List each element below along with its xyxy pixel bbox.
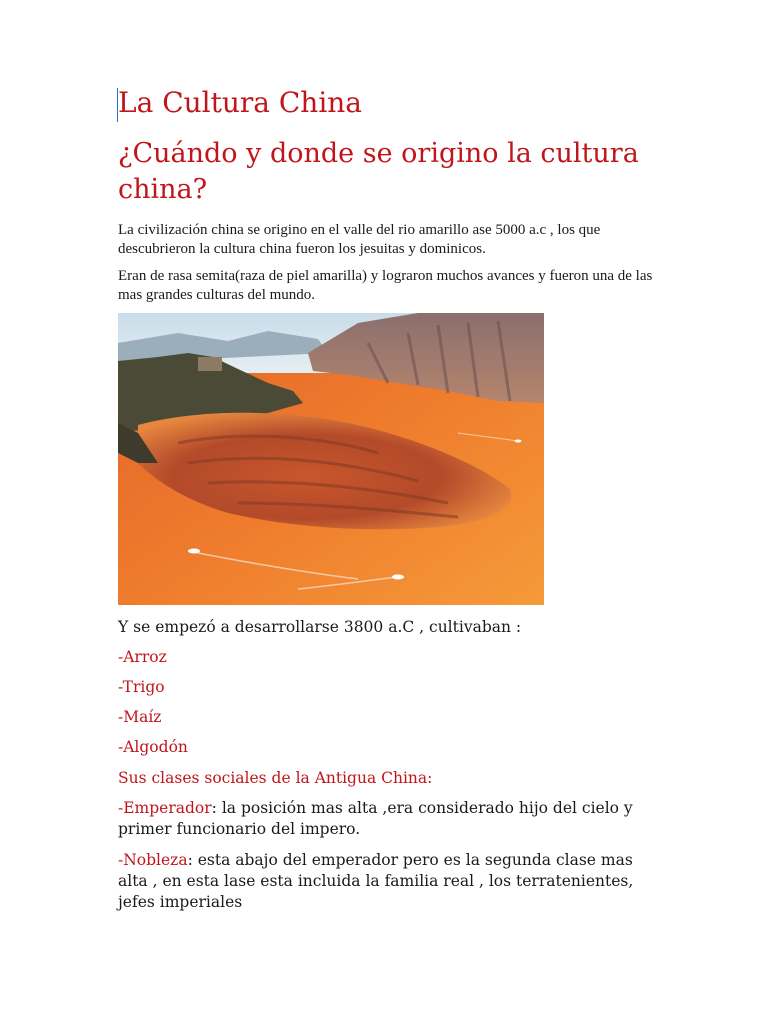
class-description: : esta abajo del emperador pero es la segunda clase mas alta , en esta lase esta incluida la familia real , los terratenientes, jefes imperiales [118, 851, 634, 911]
crop-item: -Arroz [118, 648, 167, 666]
crops-intro: Y se empezó a desarrollarse 3800 a.C , cultivaban : [118, 618, 522, 636]
class-nobleza-paragraph [118, 850, 658, 913]
origin-paragraph: La civilización china se origino en el valle del rio amarillo ase 5000 a.c , los que descubrieron la cultura china fueron los jesuitas y dominicos. [118, 222, 601, 257]
people-paragraph: Eran de rasa semita(raza de piel amarilla) y lograron muchos avances y fueron una de las mas grandes culturas del mundo. [118, 268, 653, 303]
class-description: : la posición mas alta ,era considerado hijo del cielo y primer funcionario del impero. [118, 799, 633, 838]
class-emperador-paragraph [118, 798, 658, 840]
social-classes-heading: Sus clases sociales de la Antigua China: [118, 769, 433, 787]
class-term: -Nobleza [118, 851, 188, 869]
page-title: La Cultura China [118, 86, 363, 119]
yellow-river-landscape-photo [118, 313, 544, 605]
class-term: -Emperador [118, 799, 212, 817]
crop-item: -Maíz [118, 708, 162, 726]
crop-item: -Algodón [118, 738, 188, 756]
crop-item: -Trigo [118, 678, 165, 696]
section-question-heading: ¿Cuándo y donde se origino la cultura china? [118, 138, 639, 205]
